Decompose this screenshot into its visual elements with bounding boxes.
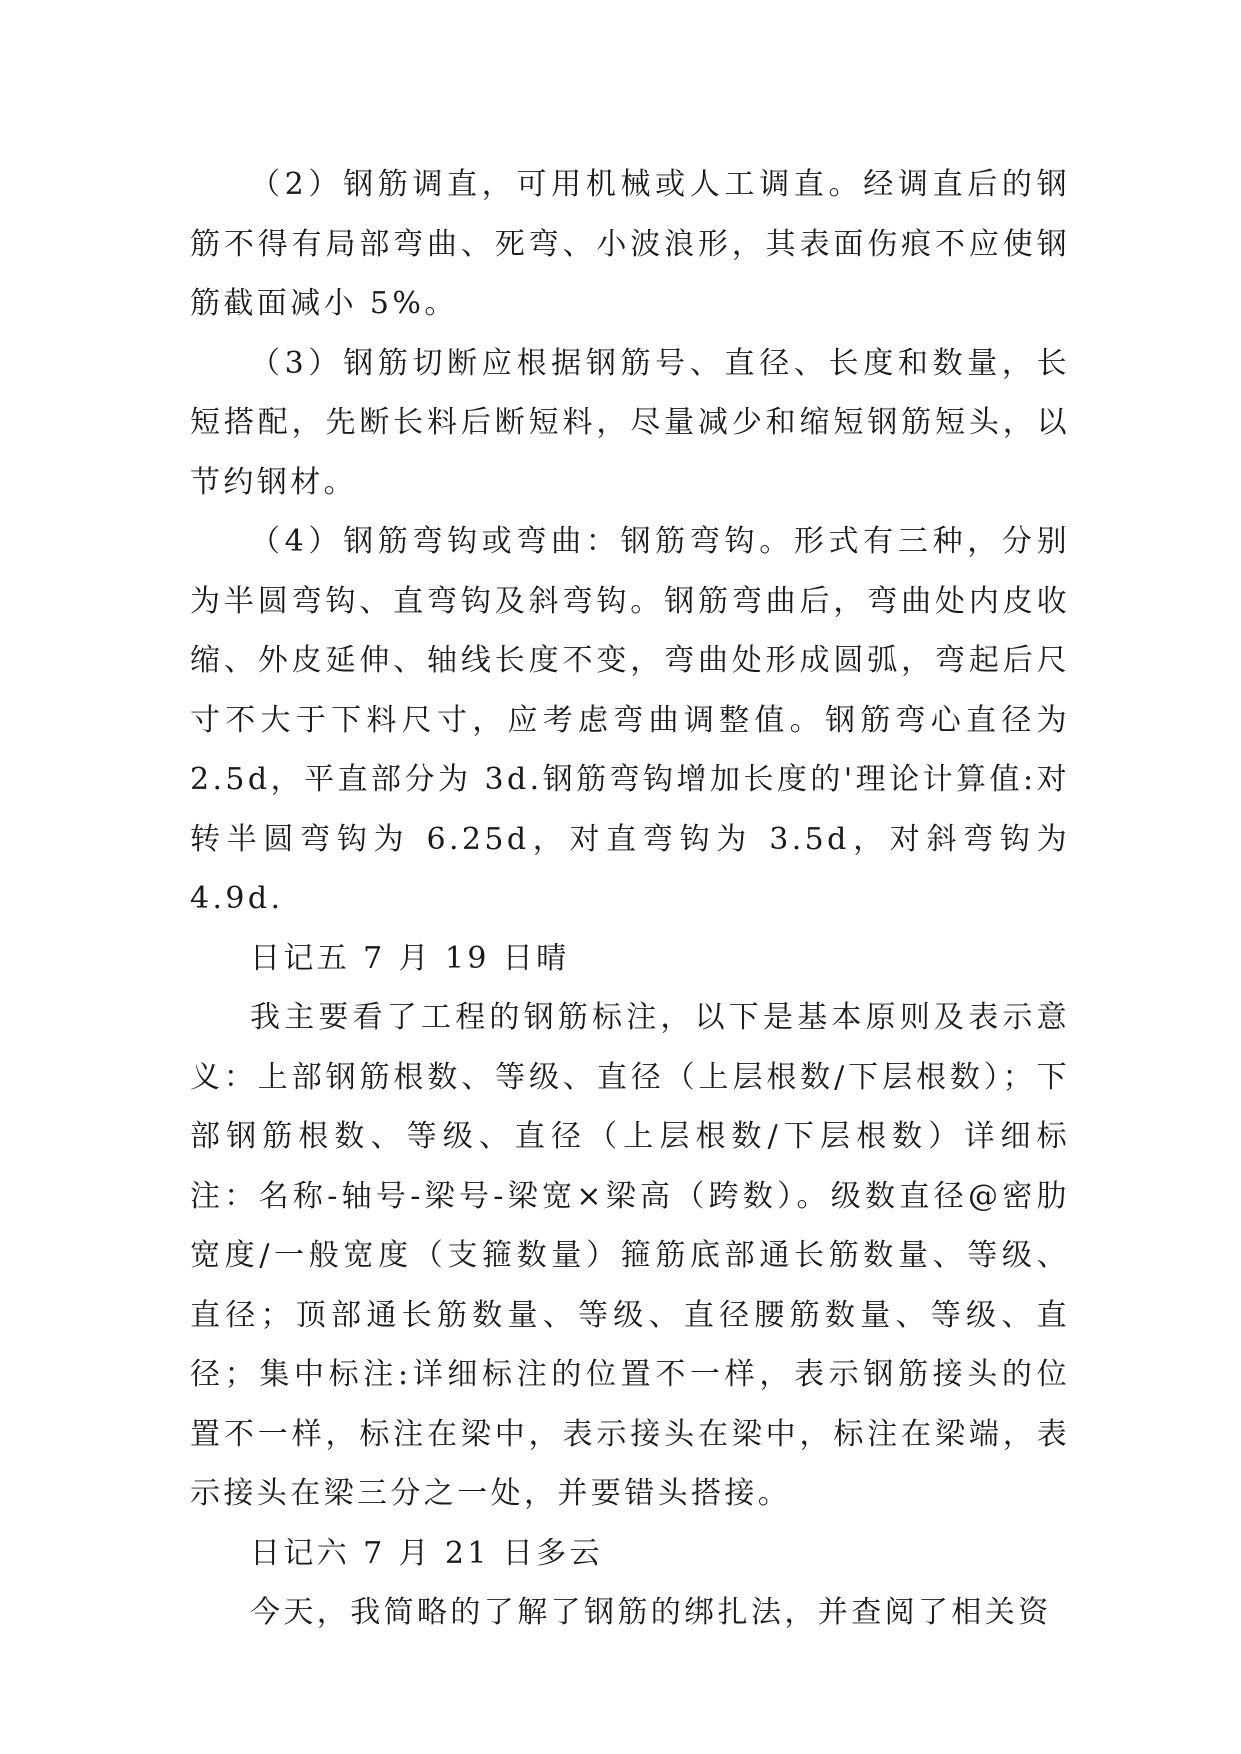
diary-heading-5: 日记五 7 月 19 日晴 (250, 940, 570, 976)
diary-heading-6: 日记六 7 月 21 日多云 (250, 1535, 604, 1571)
paragraph-straightening: （2）钢筋调直，可用机械或人工调直。经调直后的钢筋不得有局部弯曲、死弯、小波浪形，其表面伤痕不应使钢筋截面减小 5%。 (190, 167, 1070, 321)
paragraph-bending: （4）钢筋弯钩或弯曲：钢筋弯钩。形式有三种，分别为半圆弯钩、直弯钩及斜弯钩。钢筋弯曲后，弯曲处内皮收缩、外皮延伸、轴线长度不变，弯曲处形成圆弧，弯起后尺寸不大于下料尺寸，应考虑弯曲调整值。钢筋弯心直径为2.5d，平直部分为 3d.钢筋弯钩增加长度的'理论计算值:对转半圆弯钩为 6.25d，对直弯钩为 3.5d，对斜弯钩为 4.9d. (190, 524, 1083, 916)
paragraph-cutting: （3）钢筋切断应根据钢筋号、直径、长度和数量，长短搭配，先断长料后断短料，尽量减少和缩短钢筋短头，以节约钢材。 (190, 345, 1070, 500)
document-body (190, 155, 1083, 1643)
paragraph-rebar-annotation: 我主要看了工程的钢筋标注，以下是基本原则及表示意义：上部钢筋根数、等级、直径（上层根数/下层根数）；下部钢筋根数、等级、直径（上层根数/下层根数）详细标注：名称-轴号-梁号-梁宽×梁高（跨数）。级数直径@密肋宽度/一般宽度（支箍数量）箍筋底部通长筋数量、等级、直径；顶部通长筋数量、等级、直径腰筋数量、等级、直径；集中标注:详细标注的位置不一样，表示钢筋接头的位置不一样，标注在梁中，表示接头在梁中，标注在梁端，表示接头在梁三分之一处，并要错头搭接。 (190, 1000, 1070, 1511)
paragraph-binding: 今天，我简略的了解了钢筋的绑扎法，并查阅了相关资 (250, 1595, 1052, 1630)
